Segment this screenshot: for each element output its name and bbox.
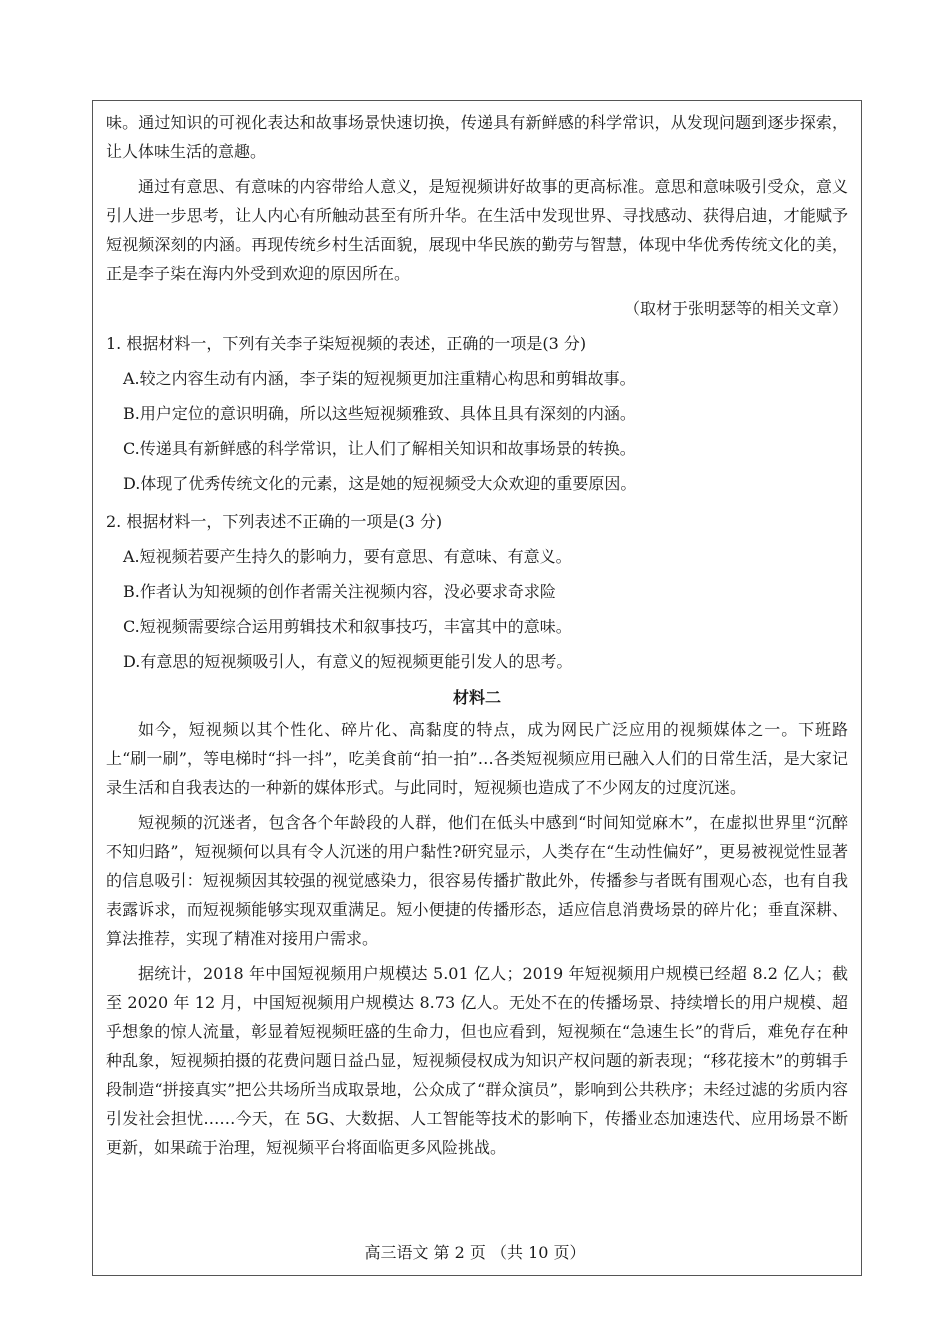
question-1-option-b: B.用户定位的意识明确，所以这些短视频雅致、具体且具有深刻的内涵。	[123, 404, 636, 423]
material2-title: 材料二	[452, 688, 501, 707]
material2-paragraph-1: 如今，短视频以其个性化、碎片化、高黏度的特点，成为网民广泛应用的视频媒体之一。下班路上“刷一刷”，等电梯时“抖一抖”，吃美食前“拍一拍”…各类短视频应用已融入人们的日常生活，是大家记录生活和自我表达的一种新的媒体形式。与此同时，短视频也造成了不少网友的过度沉迷。	[106, 720, 848, 797]
question-1-option-c: C.传递具有新鲜感的科学常识，让人们了解相关知识和故事场景的转换。	[123, 439, 636, 458]
material1-tail	[106, 108, 848, 323]
question-2	[106, 504, 848, 679]
material2-paragraph-2: 短视频的沉迷者，包含各个年龄段的人群，他们在低头中感到“时间知觉麻木”，在虚拟世界里“沉醉不知归路”，短视频何以具有令人沉迷的用户黏性?研究显示，人类存在“生动性偏好”，更易被视觉性显著的信息吸引：短视频因其较强的视觉感染力，很容易传播扩散此外，传播参与者既有围观心态，也有自我表露诉求，而短视频能够实现双重满足。短小便捷的传播形态，适应信息消费场景的碎片化；垂直深耕、算法推荐，实现了精准对接用户需求。	[106, 813, 848, 948]
material1-paragraph-continued: 味。通过知识的可视化表达和故事场景快速切换，传递具有新鲜感的科学常识，从发现问题到逐步探索，让人体味生活的意趣。	[106, 113, 848, 161]
material2-paragraph-3: 据统计，2018 年中国短视频用户规模达 5.01 亿人；2019 年短视频用户规模已经超 8.2 亿人；截至 2020 年 12 月，中国短视频用户规模达 8.73 亿人。无处不在的传播场景、持续增长的用户规模、超乎想象的惊人流量，彰显着短视频旺盛的生命力，但也应看到，短视频在“急速生长”的背后，难免存在种种乱象，短视频拍摄的花费问题日益凸显，短视频侵权成为知识产权问题的新表现；“移花接木”的剪辑手段制造“拼接真实”把公共场所当成取景地，公众成了“群众演员”，影响到公共秩序；未经过滤的劣质内容引发社会担忧……今天，在 5G、大数据、人工智能等技术的影响下，传播业态加速迭代、应用场景不断更新，如果疏于治理，短视频平台将面临更多风险挑战。	[106, 964, 848, 1157]
question-2-stem: 2. 根据材料一，下列表述不正确的一项是(3 分)	[106, 512, 443, 531]
question-2-option-a: A.短视频若要产生持久的影响力，要有意思、有意味、有意义。	[123, 547, 572, 566]
question-1-stem: 1. 根据材料一，下列有关李子柒短视频的表述，正确的一项是(3 分)	[106, 334, 587, 353]
question-2-option-b: B.作者认为知视频的创作者需关注视频内容，没必要求奇求险	[123, 582, 556, 601]
material1-paragraph: 通过有意思、有意味的内容带给人意义，是短视频讲好故事的更高标准。意思和意味吸引受众，意义引人进一步思考，让人内心有所触动甚至有所升华。在生活中发现世界、寻找感动、获得启迪，才能赋予短视频深刻的内涵。再现传统乡村生活面貌，展现中华民族的勤劳与智慧，体现中华优秀传统文化的美，正是李子柒在海内外受到欢迎的原因所在。	[106, 177, 848, 283]
page-footer: 高三语文 第 2 页 （共 10 页）	[364, 1243, 586, 1262]
question-2-option-d: D.有意思的短视频吸引人，有意义的短视频更能引发人的思考。	[123, 652, 573, 671]
question-1-option-a: A.较之内容生动有内涵，李子柒的短视频更加注重精心构思和剪辑故事。	[123, 369, 636, 388]
material1-source: （取材于张明瑟等的相关文章）	[623, 299, 848, 318]
material2	[106, 681, 848, 1162]
exam-content	[106, 108, 848, 1162]
question-2-option-c: C.短视频需要综合运用剪辑技术和叙事技巧，丰富其中的意味。	[123, 617, 572, 636]
question-1-option-d: D.体现了优秀传统文化的元素，这是她的短视频受大众欢迎的重要原因。	[123, 474, 637, 493]
question-1	[106, 326, 848, 501]
